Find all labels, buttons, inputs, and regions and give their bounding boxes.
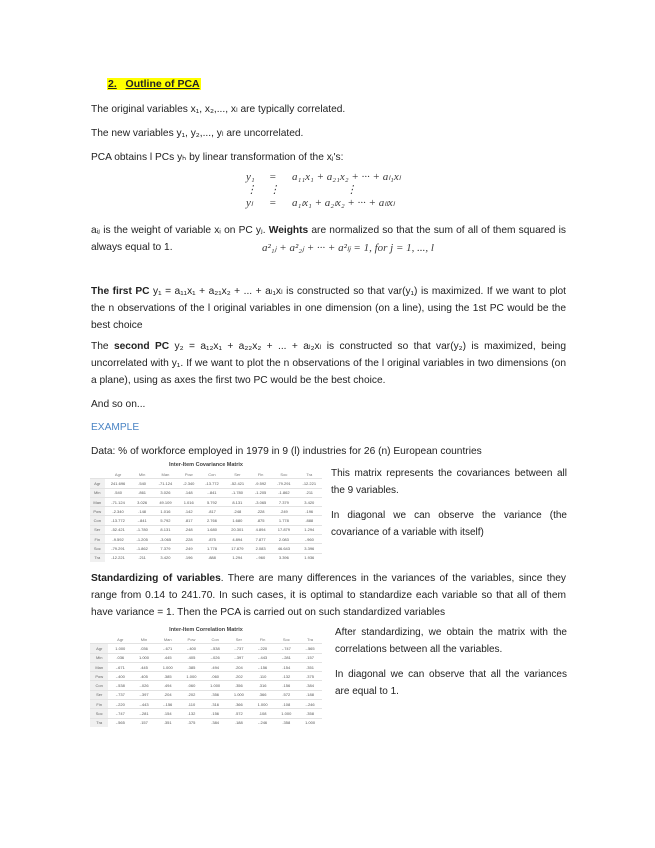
covariance-column-header: Min	[138, 471, 146, 477]
covariance-row-header: Man	[90, 497, 105, 506]
correlation-cell: .405	[180, 653, 204, 662]
first-pc-paragraph	[91, 283, 566, 334]
correlation-column-header: Con	[211, 636, 219, 642]
correlation-cell: .572	[274, 690, 298, 699]
correlation-cell: .358	[298, 709, 322, 718]
covariance-cell: 4.894	[250, 525, 271, 534]
covariance-row	[90, 535, 322, 544]
covariance-cell: 8.131	[225, 497, 250, 506]
and-so-on: And so on...	[91, 399, 146, 410]
equation-row	[240, 183, 407, 196]
correlation-cell: -.156	[251, 662, 275, 671]
covariance-cell: .249	[271, 507, 296, 516]
correlation-row-header: Ser	[90, 690, 108, 699]
equation-rhs: a₁₁x₁ + a₂₁x₂ + ··· + aₗ₁xₗ	[292, 171, 401, 183]
section-title: Outline of PCA	[125, 78, 200, 90]
covariance-cell: 1.294	[225, 553, 250, 562]
covariance-cell: -79.291	[105, 544, 132, 553]
covariance-column-header: Soc	[280, 471, 288, 477]
covariance-cell: .888	[199, 553, 224, 562]
equation-row	[240, 196, 407, 209]
correlation-row-header: Man	[90, 662, 108, 671]
correlation-cell: .036	[132, 644, 156, 653]
correlation-column-header	[90, 635, 108, 644]
correlation-cell: -.538	[108, 681, 132, 690]
covariance-cell: .248	[178, 525, 199, 534]
covariance-cell: 8.131	[153, 525, 178, 534]
covariance-cell: -71.124	[153, 479, 178, 488]
correlation-cell: .156	[203, 709, 227, 718]
covariance-row-header: Fin	[90, 535, 105, 544]
covariance-cell: 1.778	[199, 544, 224, 553]
correlation-cell: .494	[156, 681, 180, 690]
correlation-cell: -.246	[251, 718, 275, 727]
correlation-note-2: In diagonal we can observe that all the variances are equal to 1.	[335, 669, 567, 697]
correlation-cell: -.565	[108, 718, 132, 727]
correlation-cell: 1.000	[180, 672, 204, 681]
correlation-note-1: After standardizing, we obtain the matrix with the correlations between all the variables.	[335, 627, 567, 655]
covariance-cell: -79.291	[271, 479, 296, 488]
first-pc-text: y₁ = a₁₁x₁ + a₂₁x₂ + ... + aₗ₁xₗ is constructed so that var(y₁) is maximized. If we want to plot the n observations of the l original variables in one dimension (on a line), using the 1st PC would be the best choice	[91, 286, 566, 331]
covariance-cell: 7.379	[153, 544, 178, 553]
covariance-row	[90, 507, 322, 516]
covariance-cell: .540	[105, 488, 132, 497]
correlation-cell: -.156	[156, 700, 180, 709]
covariance-column-header	[90, 470, 105, 479]
correlation-row-header: Tra	[90, 718, 108, 727]
covariance-cell: 5.792	[199, 497, 224, 506]
correlation-cell: -.671	[156, 644, 180, 653]
correlation-cell: .060	[180, 681, 204, 690]
correlation-cell: .110	[180, 700, 204, 709]
correlation-cell: 1.000	[251, 700, 275, 709]
covariance-cell: 2.083	[250, 544, 271, 553]
correlation-cell: .445	[156, 653, 180, 662]
correlation-cell: .366	[251, 690, 275, 699]
normalization-equation: a²₁ⱼ + a²₂ⱼ + ··· + a²ₗⱼ = 1, for j = 1, ..., l	[262, 242, 434, 254]
correlation-cell: -.737	[227, 644, 251, 653]
covariance-row	[90, 497, 322, 506]
covariance-cell: -1.862	[132, 544, 153, 553]
covariance-cell: -1.205	[132, 535, 153, 544]
correlation-cell: .572	[227, 709, 251, 718]
covariance-column-header: Con	[208, 471, 216, 477]
covariance-note-1: This matrix represents the covariances between all the 9 variables.	[331, 468, 567, 496]
covariance-cell: -3.065	[153, 535, 178, 544]
covariance-row	[90, 516, 322, 525]
covariance-cell: 1.016	[153, 507, 178, 516]
covariance-row	[90, 488, 322, 497]
correlation-cell: .202	[227, 672, 251, 681]
correlation-cell: .202	[180, 690, 204, 699]
covariance-cell: .211	[297, 488, 322, 497]
correlation-cell: .385	[156, 672, 180, 681]
weights-text-1: aᵢⱼ is the weight of variable xᵢ on PC yⱼ.	[91, 225, 269, 236]
correlation-cell: .188	[227, 718, 251, 727]
correlation-row	[90, 718, 322, 727]
correlation-cell: .154	[156, 709, 180, 718]
correlation-row	[90, 681, 322, 690]
covariance-row-header: Tra	[90, 553, 105, 562]
correlation-cell: 1.000	[132, 653, 156, 662]
covariance-row-header: Con	[90, 516, 105, 525]
second-pc-paragraph	[91, 338, 566, 389]
correlation-cell: .157	[298, 653, 322, 662]
covariance-cell: .861	[132, 488, 153, 497]
covariance-cell: -.841	[132, 516, 153, 525]
correlation-row	[90, 672, 322, 681]
covariance-cell: .196	[297, 507, 322, 516]
covariance-row	[90, 525, 322, 534]
covariance-cell: .196	[178, 553, 199, 562]
correlation-cell: .375	[298, 672, 322, 681]
covariance-cell: .540	[132, 479, 153, 488]
equation-op: =	[269, 170, 277, 183]
covariance-cell: -9.592	[250, 479, 271, 488]
covariance-header-row	[90, 470, 322, 479]
covariance-column-header: Man	[161, 471, 170, 477]
covariance-cell: .249	[178, 544, 199, 553]
correlation-column-header: Tra	[307, 636, 314, 642]
covariance-cell: -13.772	[199, 479, 224, 488]
correlation-row-header: Soc	[90, 709, 108, 718]
covariance-matrix	[90, 462, 322, 562]
correlation-cell: .132	[180, 709, 204, 718]
covariance-cell: 2.083	[271, 535, 296, 544]
covariance-column-header: Tra	[306, 471, 313, 477]
correlation-column-header: Pow	[187, 636, 196, 642]
covariance-cell: 1.294	[297, 525, 322, 534]
correlation-cell: .316	[203, 700, 227, 709]
correlation-row	[90, 700, 322, 709]
correlation-cell: .405	[132, 672, 156, 681]
covariance-cell: -1.780	[132, 525, 153, 534]
correlation-cell: .494	[203, 662, 227, 671]
correlation-notes	[335, 624, 567, 700]
correlation-column-header: Soc	[282, 636, 290, 642]
correlation-row	[90, 709, 322, 718]
covariance-cell: -1.205	[250, 488, 271, 497]
equation-lhs: ⋮	[246, 184, 257, 196]
correlation-cell: -.397	[132, 690, 156, 699]
correlation-cell: -.397	[227, 653, 251, 662]
intro-line-3: PCA obtains l PCs yₕ by linear transformation of the xⱼ's:	[91, 152, 344, 163]
covariance-column-header: Ser	[234, 471, 241, 477]
correlation-cell: .154	[274, 662, 298, 671]
covariance-cell: .148	[132, 507, 153, 516]
equation-rhs: ⋮	[346, 184, 357, 196]
covariance-cell: -1.862	[271, 488, 296, 497]
correlation-cell: 1.000	[274, 709, 298, 718]
correlation-row-header: Min	[90, 653, 108, 662]
covariance-cell: 17.879	[225, 544, 250, 553]
correlation-cell: .204	[227, 662, 251, 671]
correlation-matrix-title: Inter-Item Correlation Matrix	[169, 627, 243, 633]
correlation-cell: 1.000	[298, 718, 322, 727]
correlation-cell: -.400	[180, 644, 204, 653]
covariance-cell: .142	[178, 507, 199, 516]
standardizing-text: . There are many differences in the variances of the variables, since they range from 0.14 to 241.70. In such cases, it is optimal to standardize each variable so that all of them have variance = 1. Then the PCA is carried out on such standardized variables	[91, 573, 566, 618]
covariance-cell: 3.396	[297, 544, 322, 553]
covariance-column-header: Pow	[184, 471, 193, 477]
correlation-cell: 1.000	[227, 690, 251, 699]
correlation-cell: .108	[274, 700, 298, 709]
transformation-equations	[240, 170, 407, 209]
covariance-column-header: Fin	[257, 471, 264, 477]
covariance-cell: .817	[199, 507, 224, 516]
covariance-row	[90, 479, 322, 488]
covariance-cell: 20.301	[225, 525, 250, 534]
correlation-cell: .445	[132, 662, 156, 671]
correlation-cell: .060	[203, 672, 227, 681]
correlation-cell: .385	[180, 662, 204, 671]
covariance-cell: 3.026	[153, 488, 178, 497]
correlation-cell: .366	[227, 700, 251, 709]
correlation-cell: .036	[108, 653, 132, 662]
correlation-cell: .157	[132, 718, 156, 727]
covariance-cell: 5.792	[153, 516, 178, 525]
correlation-cell: -.538	[203, 644, 227, 653]
correlation-header-row	[90, 635, 322, 644]
intro-line-2: The new variables y₁, y₂,..., yₗ are uncorrelated.	[91, 128, 304, 139]
correlation-row	[90, 662, 322, 671]
covariance-cell: 49.109	[153, 497, 178, 506]
correlation-cell: -.671	[108, 662, 132, 671]
correlation-cell: .110	[251, 672, 275, 681]
covariance-cell: 1.680	[225, 516, 250, 525]
correlation-cell: -.026	[132, 681, 156, 690]
example-label: EXAMPLE	[91, 422, 140, 433]
second-pc-text: y₂ = a₁₂x₁ + a₂₂x₂ + ... + aₗ₂xₗ is constructed so that var(y₂) is maximized, being uncorrelated with y₁. If we want to plot the n observations of the l original variables in two dimensions (on a plane), using as axes the first two PC would be the best choice.	[91, 341, 566, 386]
covariance-cell: -.960	[250, 553, 271, 562]
correlation-column-header: Min	[140, 636, 148, 642]
correlation-cell: -.737	[108, 690, 132, 699]
covariance-table	[90, 470, 322, 562]
correlation-matrix	[90, 627, 322, 727]
covariance-cell: -3.065	[250, 497, 271, 506]
correlation-cell: .204	[156, 690, 180, 699]
intro-line-1: The original variables x₁, x₂,..., xₗ are typically correlated.	[91, 104, 346, 115]
correlation-cell: -.747	[274, 644, 298, 653]
correlation-cell: .351	[156, 718, 180, 727]
correlation-row	[90, 653, 322, 662]
covariance-cell: 4.894	[225, 535, 250, 544]
correlation-cell: -.220	[251, 644, 275, 653]
covariance-matrix-title: Inter-Item Covariance Matrix	[169, 462, 243, 468]
section-heading	[107, 78, 201, 90]
weights-text-2: are normalized so that the sum of all of them squared is always equal to 1.	[91, 225, 566, 253]
covariance-cell: .817	[178, 516, 199, 525]
correlation-cell: 1.000	[203, 681, 227, 690]
correlation-cell: .375	[180, 718, 204, 727]
covariance-cell: -71.124	[105, 497, 132, 506]
covariance-notes	[331, 465, 567, 541]
correlation-row	[90, 644, 322, 653]
covariance-cell: -12.221	[105, 553, 132, 562]
covariance-cell: -9.592	[105, 535, 132, 544]
equation-lhs: yₗ	[246, 197, 253, 209]
second-pc-prefix: The	[91, 341, 114, 352]
covariance-cell: 3.420	[153, 553, 178, 562]
weights-bold: Weights	[268, 225, 309, 236]
correlation-cell: -.747	[108, 709, 132, 718]
covariance-cell: 3.420	[297, 497, 322, 506]
correlation-cell: -.400	[108, 672, 132, 681]
equation-lhs: y₁	[246, 170, 255, 183]
covariance-row	[90, 553, 322, 562]
covariance-cell: 7.877	[250, 535, 271, 544]
correlation-cell: .356	[227, 681, 251, 690]
correlation-column-header: Fin	[259, 636, 266, 642]
covariance-row	[90, 544, 322, 553]
covariance-cell: .248	[225, 507, 250, 516]
correlation-row	[90, 690, 322, 699]
covariance-cell: .148	[178, 488, 199, 497]
covariance-row-header: Pow	[90, 507, 105, 516]
covariance-cell: .228	[178, 535, 199, 544]
correlation-cell: -.443	[251, 653, 275, 662]
covariance-cell: .211	[132, 553, 153, 562]
correlation-cell: .188	[298, 690, 322, 699]
correlation-cell: .358	[274, 718, 298, 727]
correlation-column-header: Ser	[235, 636, 242, 642]
covariance-cell: 2.766	[199, 516, 224, 525]
covariance-cell: .875	[199, 535, 224, 544]
covariance-cell: .228	[250, 507, 271, 516]
covariance-row-header: Min	[90, 488, 105, 497]
equation-row	[240, 170, 407, 183]
correlation-row-header: Pow	[90, 672, 108, 681]
covariance-cell: -52.421	[105, 525, 132, 534]
covariance-cell: -52.421	[225, 479, 250, 488]
section-number: 2.	[108, 78, 117, 90]
equation-op: =	[269, 196, 277, 209]
correlation-cell: -.246	[298, 700, 322, 709]
correlation-cell: .156	[274, 681, 298, 690]
correlation-cell: .356	[203, 690, 227, 699]
covariance-cell: .888	[297, 516, 322, 525]
covariance-cell: -.960	[297, 535, 322, 544]
correlation-row-header: Fin	[90, 700, 108, 709]
correlation-cell: -.220	[108, 700, 132, 709]
equation-rhs: a₁ₗx₁ + a₂ₗx₂ + ··· + aₗₗxₗ	[292, 197, 395, 209]
covariance-note-2: In diagonal we can observe the variance (the covariance of a variable with itself)	[331, 510, 567, 538]
standardizing-paragraph	[91, 570, 566, 621]
first-pc-bold: The first PC	[91, 286, 150, 297]
covariance-cell: -2.340	[178, 479, 199, 488]
correlation-cell: .132	[274, 672, 298, 681]
covariance-row-header: Agr	[90, 479, 105, 488]
correlation-row-header: Agr	[90, 644, 108, 653]
second-pc-bold: second PC	[113, 341, 170, 352]
correlation-cell: 1.000	[156, 662, 180, 671]
covariance-cell: 1.016	[178, 497, 199, 506]
correlation-cell: -.281	[274, 653, 298, 662]
covariance-cell: 17.879	[271, 525, 296, 534]
correlation-cell: .108	[251, 709, 275, 718]
covariance-cell: 1.936	[297, 553, 322, 562]
covariance-row-header: Soc	[90, 544, 105, 553]
correlation-cell: .384	[203, 718, 227, 727]
correlation-cell: -.443	[132, 700, 156, 709]
correlation-row-header: Con	[90, 681, 108, 690]
standardizing-bold: Standardizing of variables	[91, 573, 221, 584]
covariance-cell: -1.780	[225, 488, 250, 497]
equation-op: ⋮	[269, 184, 280, 196]
correlation-cell: .316	[251, 681, 275, 690]
correlation-cell: .351	[298, 662, 322, 671]
covariance-column-header: Agr	[114, 471, 122, 477]
covariance-row-header: Ser	[90, 525, 105, 534]
correlation-cell: 1.000	[108, 644, 132, 653]
covariance-cell: -2.340	[105, 507, 132, 516]
correlation-cell: -.565	[298, 644, 322, 653]
correlation-table	[90, 635, 322, 727]
covariance-cell: -12.221	[297, 479, 322, 488]
covariance-cell: -.841	[199, 488, 224, 497]
covariance-cell: .875	[250, 516, 271, 525]
covariance-cell: 46.643	[271, 544, 296, 553]
correlation-column-header: Man	[163, 636, 172, 642]
correlation-cell: -.026	[203, 653, 227, 662]
covariance-cell: 3.026	[132, 497, 153, 506]
covariance-cell: 7.379	[271, 497, 296, 506]
covariance-cell: 241.696	[105, 479, 132, 488]
covariance-cell: 1.680	[199, 525, 224, 534]
data-description: Data: % of workforce employed in 1979 in 9 (l) industries for 26 (n) European countries	[91, 446, 482, 457]
covariance-cell: 1.778	[271, 516, 296, 525]
correlation-cell: -.281	[132, 709, 156, 718]
correlation-column-header: Agr	[117, 636, 124, 642]
covariance-cell: -13.772	[105, 516, 132, 525]
covariance-cell: 3.396	[271, 553, 296, 562]
correlation-cell: .384	[298, 681, 322, 690]
